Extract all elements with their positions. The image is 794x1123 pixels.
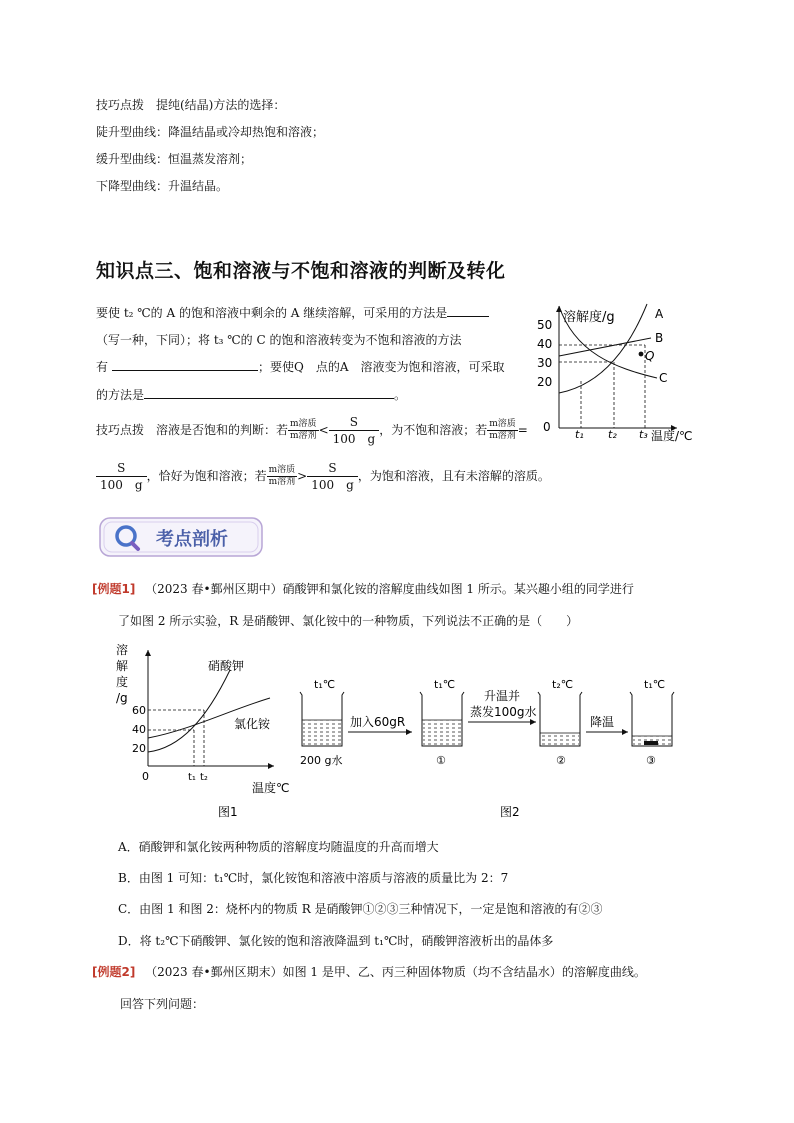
beaker2-temp: t₂℃: [552, 678, 574, 691]
fraction-m-ratio: [288, 419, 319, 442]
answer-blank-3[interactable]: [144, 386, 394, 399]
x-tick-t1: t₁: [188, 772, 196, 783]
y-tick-20: 20: [132, 742, 146, 755]
point-q-label: Q: [645, 349, 655, 363]
beaker0-label: 200 g水: [300, 754, 343, 767]
y-label-char-2: 解: [116, 659, 129, 673]
question-line-1: [96, 304, 489, 322]
tip2-text-d: ，为饱和溶液，且有未溶解的溶质。: [357, 469, 550, 483]
example2-line-2: 回答下列问题：: [120, 997, 205, 1011]
x-axis-label: 温度℃: [252, 781, 290, 795]
fraction-s-ratio: [307, 460, 358, 493]
answer-blank-2[interactable]: [112, 358, 258, 371]
y-tick-50: 50: [537, 318, 553, 332]
fraction-s-ratio: [96, 460, 147, 493]
question-text-4b: 。: [394, 388, 407, 402]
y-axis-label: 溶解度/g: [563, 310, 615, 325]
step1-label: 加入60gR: [350, 715, 406, 729]
example1-text-1: （2023 春•鄞州区期中）硝酸钾和氯化铵的溶解度曲线如图 1 所示。某兴趣小组的同学进行: [145, 582, 634, 596]
beaker3-label: ③: [646, 754, 656, 767]
section-heading: 知识点三、饱和溶液与不饱和溶液的判断及转化: [96, 260, 506, 282]
step2-label-b: 蒸发100g水: [470, 705, 537, 719]
y-label-char-4: /g: [116, 691, 128, 705]
beaker1-temp: t₁℃: [434, 678, 456, 691]
tip2-text-a: 技巧点拨 溶液是否饱和的判断：若: [96, 423, 289, 437]
x-tick-t1: t₁: [575, 428, 584, 441]
solubility-graph-abc: [535, 298, 710, 448]
y-label-char-3: 度: [116, 675, 129, 689]
eq-sign: =: [517, 423, 528, 437]
frac-den: m溶剂: [290, 431, 317, 441]
tip2-text-c: ，恰好为饱和溶液；若: [146, 469, 267, 483]
curve-c-label: C: [659, 371, 668, 385]
x-tick-t2: t₂: [608, 428, 617, 441]
beaker3-temp: t₁℃: [644, 678, 666, 691]
tips-title: 技巧点拨 提纯(结晶)方法的选择：: [96, 98, 286, 112]
y-tick-60: 60: [132, 704, 146, 717]
beaker1-label: ①: [436, 754, 446, 767]
y-tick-30: 30: [537, 356, 553, 370]
origin-label: 0: [142, 770, 149, 783]
point-q: [639, 352, 644, 357]
example1-tag: [例题1]: [92, 582, 136, 596]
question-text-3a: 有: [96, 360, 109, 374]
section-banner: [98, 514, 266, 560]
figure-1-caption: 图1: [218, 805, 238, 819]
curve-kno3: [148, 670, 230, 752]
beaker2-liquid: [541, 733, 579, 745]
lt-sign: <: [318, 423, 329, 437]
frac-num: m溶质: [290, 419, 317, 429]
fraction-s-ratio: [329, 414, 380, 447]
beaker0-liquid: [303, 720, 341, 745]
frac-den: m溶剂: [268, 477, 296, 487]
tips-line-gentle: 缓升型曲线：恒温蒸发溶剂；: [96, 152, 253, 166]
curve-b-label: B: [655, 331, 664, 345]
frac-num: m溶质: [489, 419, 516, 429]
figure-1-solubility-curve: [110, 640, 290, 820]
banner-label: 考点剖析: [156, 529, 228, 550]
fraction-m-ratio: [487, 419, 518, 442]
option-c[interactable]: C．由图 1 和图 2：烧杯内的物质 R 是硝酸钾①②③三种情况下，一定是饱和溶液的有②③: [118, 902, 603, 916]
curve-nh4cl-label: 氯化铵: [234, 717, 271, 731]
beaker1-liquid: [423, 720, 461, 745]
question-text-4a: 的方法是: [96, 388, 145, 402]
example1-line-1: [92, 580, 634, 598]
option-d[interactable]: D．将 t₂℃下硝酸钾、氯化铵的饱和溶液降温到 t₁℃时，硝酸钾溶液析出的晶体多: [118, 934, 554, 948]
origin-label: 0: [543, 420, 551, 434]
frac-den: 100 g: [100, 478, 143, 492]
curve-b: [559, 338, 651, 356]
figure-2-experiment: [296, 670, 692, 820]
curve-kno3-label: 硝酸钾: [208, 659, 245, 673]
y-label-char-1: 溶: [116, 643, 129, 657]
beaker2-label: ②: [556, 754, 566, 767]
curve-a-label: A: [655, 307, 664, 321]
x-tick-t2: t₂: [200, 772, 208, 783]
example2-tag: [例题2]: [92, 965, 136, 979]
example2-text-1: （2023 春•鄞州区期末）如图 1 是甲、乙、丙三种固体物质（均不含结晶水）的溶解度曲线。: [145, 965, 646, 979]
y-tick-40: 40: [537, 337, 553, 351]
x-tick-t3: t₃: [639, 428, 648, 441]
tip2-line-2: [96, 460, 550, 493]
frac-num: S: [329, 414, 380, 431]
answer-blank-1[interactable]: [447, 304, 489, 317]
question-text-3b: ；要使Q 点的A 溶液变为饱和溶液，可采取: [258, 360, 505, 374]
example1-line-2: 了如图 2 所示实验，R 是硝酸钾、氯化铵中的一种物质，下列说法不正确的是（ ）: [118, 614, 579, 628]
beaker3-crystals: [644, 741, 658, 745]
option-a[interactable]: A．硝酸钾和氯化铵两种物质的溶解度均随温度的升高而增大: [118, 840, 439, 854]
example2-line-1: [92, 963, 646, 981]
step3-label: 降温: [590, 715, 615, 729]
beaker0-temp: t₁℃: [314, 678, 336, 691]
question-text-1: 要使 t₂ ℃的 A 的饱和溶液中剩余的 A 继续溶解，可采用的方法是: [96, 306, 448, 320]
question-line-3: [96, 358, 505, 376]
frac-num: S: [307, 460, 358, 477]
frac-den: m溶剂: [489, 431, 516, 441]
x-axis-label: 温度/℃: [651, 429, 693, 443]
frac-den: 100 g: [332, 432, 376, 446]
question-line-2: （写一种，下同）；将 t₃ ℃的 C 的饱和溶液转变为不饱和溶液的方法: [96, 333, 462, 347]
y-tick-20: 20: [537, 375, 553, 389]
question-line-4: [96, 386, 406, 404]
step2-label-a: 升温并: [484, 689, 521, 703]
tips-line-descending: 下降型曲线：升温结晶。: [96, 179, 229, 193]
y-tick-40: 40: [132, 723, 146, 736]
tips-line-steep: 陡升型曲线：降温结晶或冷却热饱和溶液；: [96, 125, 325, 139]
gt-sign: >: [297, 469, 308, 483]
frac-num: S: [96, 460, 147, 477]
tip2-line-1: [96, 414, 528, 447]
figure-2-caption: 图2: [500, 805, 520, 819]
frac-num: m溶质: [268, 465, 296, 475]
option-b[interactable]: B．由图 1 可知：t₁℃时，氯化铵饱和溶液中溶质与溶液的质量比为 2：7: [118, 871, 509, 885]
tip2-text-b: ，为不饱和溶液；若: [379, 423, 488, 437]
fraction-m-ratio: [267, 465, 298, 488]
frac-den: 100 g: [311, 478, 354, 492]
